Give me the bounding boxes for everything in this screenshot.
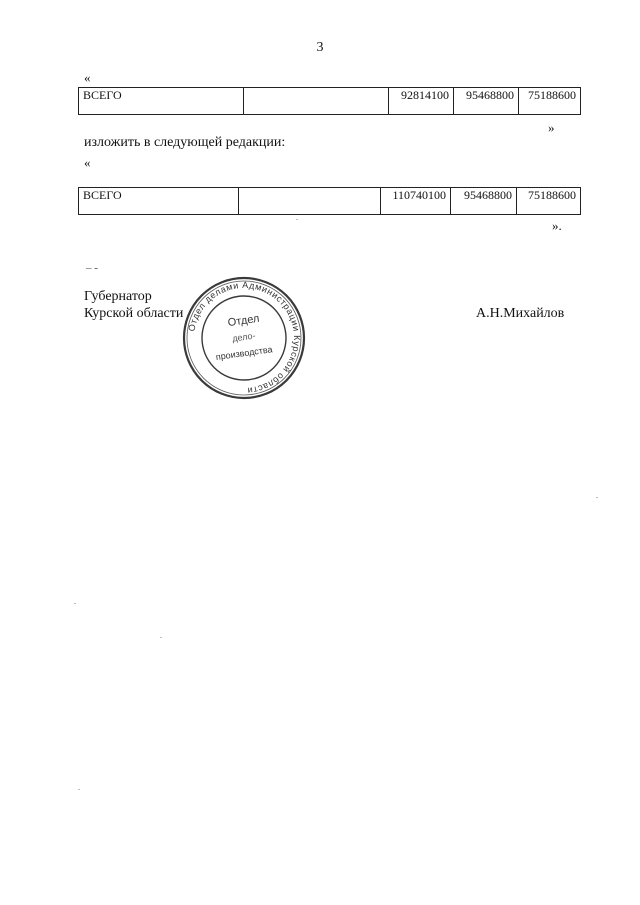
empty-cell bbox=[244, 88, 389, 115]
value-cell-2: 95468800 bbox=[451, 188, 517, 215]
value-cell-1: 110740100 bbox=[381, 188, 451, 215]
signature-dash: – - bbox=[86, 262, 98, 274]
seal-center-line-3: производства bbox=[215, 344, 274, 363]
row-label-cell: ВСЕГО bbox=[79, 88, 244, 115]
closing-quote: » bbox=[548, 120, 555, 135]
value-cell-1: 92814100 bbox=[389, 88, 454, 115]
new-total-row-table bbox=[78, 187, 581, 215]
signatory-title-line2: Курской области bbox=[84, 306, 184, 321]
empty-cell bbox=[239, 188, 381, 215]
signatory-title bbox=[84, 288, 183, 322]
table-row bbox=[79, 88, 581, 115]
signatory-title-line1: Губернатор bbox=[84, 289, 152, 304]
old-total-row-table bbox=[78, 87, 581, 115]
scan-speck bbox=[74, 603, 76, 604]
page-number: 3 bbox=[316, 40, 324, 55]
scan-speck bbox=[296, 219, 298, 220]
svg-text:Отдел делами Администрации Кур: Отдел делами Администрации Курской области bbox=[186, 279, 303, 396]
opening-quote: « bbox=[84, 155, 91, 170]
opening-quote: « bbox=[84, 70, 91, 85]
instruction-text: изложить в следующей редакции: bbox=[84, 135, 286, 150]
row-label-cell: ВСЕГО bbox=[79, 188, 239, 215]
seal-center-line-2: дело- bbox=[231, 330, 257, 344]
scan-speck bbox=[78, 789, 80, 790]
value-cell-2: 95468800 bbox=[454, 88, 519, 115]
value-cell-3: 75188600 bbox=[517, 188, 581, 215]
scan-speck bbox=[596, 497, 598, 498]
seal-center-line-1: Отдел bbox=[227, 312, 261, 330]
signatory-name: А.Н.Михайлов bbox=[476, 306, 565, 321]
value-cell-3: 75188600 bbox=[519, 88, 581, 115]
table-row bbox=[79, 188, 581, 215]
scan-speck bbox=[160, 637, 162, 638]
closing-quote: ». bbox=[552, 218, 562, 233]
official-seal-stamp bbox=[180, 274, 308, 402]
